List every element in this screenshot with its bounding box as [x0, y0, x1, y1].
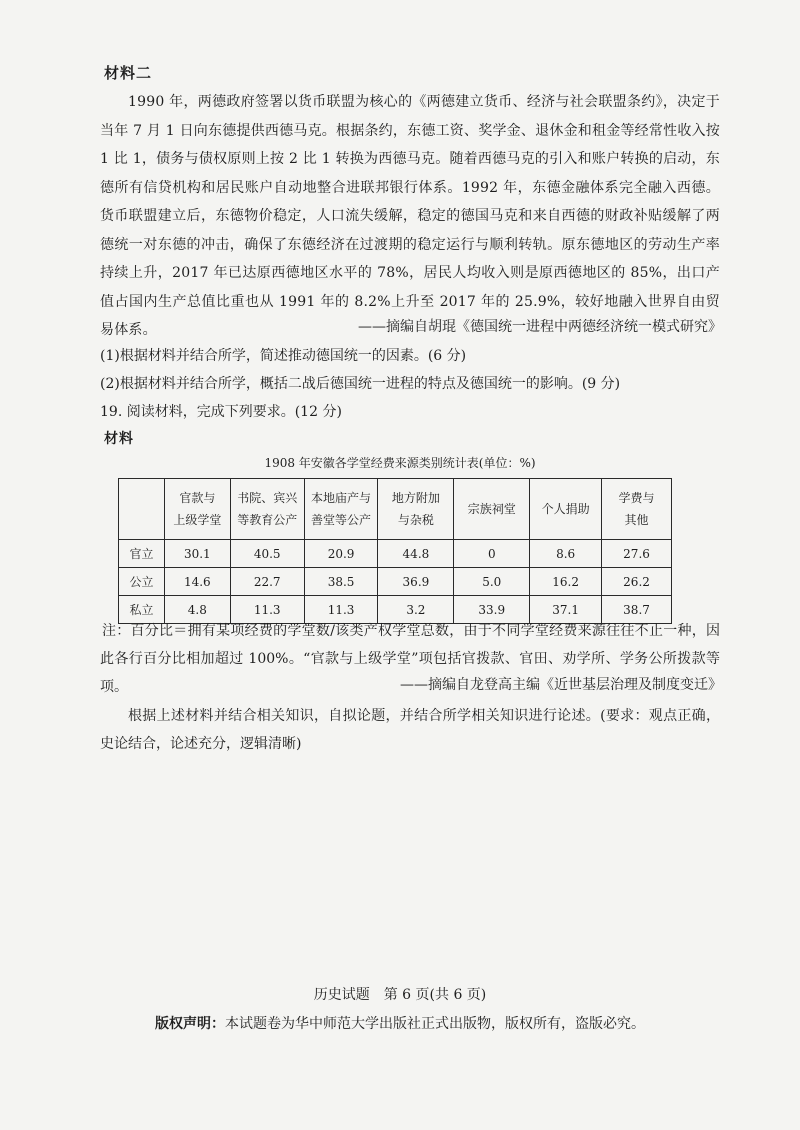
header-local-taxes: 地方附加 与杂税	[378, 479, 454, 540]
table-note: 注：百分比＝拥有某项经费的学堂数/该类产权学堂总数，由于不同学堂经费来源往往不止一种，因此各行百分比相加超过 100%。“官款与上级学堂”项包括官拨款、官田、劝学所、学务公所拨款等项。	[100, 623, 720, 695]
row-label: 私立	[119, 596, 165, 624]
material-two-paragraph: 1990 年，两德政府签署以货币联盟为核心的《两德建立货币、经济与社会联盟条约》，决定于当年 7 月 1 日向东德提供西德马克。根据条约，东德工资、奖学金、退休金和租金等经常性收入按 1 比 1，债务与债权原则上按 2 比 1 转换为西德马克。随着西德马克的引入和账户转换的启动，东德所有信贷机构和居民账户自动地整合进联邦银行体系。1992 年，东德金融体系完全融入西德。货币联盟建立后，东德物价稳定，人口流失缓解，稳定的德国马克和来自西德的财政补贴缓解了两德统一对东德的冲击，确保了东德经济在过渡期的稳定运行与顺利转轨。原东德地区的劳动生产率持续上升，2017 年已达原西德地区水平的 78%，居民人均收入则是原西德地区的 85%，出口产值占国内生产总值比重也从 1991 年的 8.2%上升至 2017 年的 25.9%，较好地融入世界自由贸易体系。	[100, 94, 720, 338]
table-cell: 16.2	[530, 568, 602, 596]
header-tuition-other: 学费与 其他	[602, 479, 672, 540]
table-cell: 38.5	[304, 568, 378, 596]
table-cell: 11.3	[230, 596, 304, 624]
table-cell: 20.9	[304, 540, 378, 568]
header-official-funds: 官款与 上级学堂	[164, 479, 230, 540]
material-two-source: ——摘编自胡琨《德国统一进程中两德经济统一模式研究》	[358, 319, 722, 335]
header-clan-shrine: 宗族祠堂	[454, 479, 530, 540]
page-footer: 历史试题 第 6 页(共 6 页)	[313, 987, 487, 1003]
table-cell: 27.6	[602, 540, 672, 568]
header-temple-assets: 本地庙产与 善堂等公产	[304, 479, 378, 540]
table-title: 1908 年安徽各学堂经费来源类别统计表(单位：%)	[264, 456, 536, 470]
table-cell: 5.0	[454, 568, 530, 596]
funding-table	[118, 478, 672, 624]
table-cell: 11.3	[304, 596, 378, 624]
table-header-row	[119, 479, 672, 540]
copyright-label: 版权声明：	[155, 1016, 225, 1032]
table-cell: 26.2	[602, 568, 672, 596]
table-cell: 44.8	[378, 540, 454, 568]
table-cell: 38.7	[602, 596, 672, 624]
table-cell: 0	[454, 540, 530, 568]
table-cell: 22.7	[230, 568, 304, 596]
table-cell: 8.6	[530, 540, 602, 568]
table-row	[119, 568, 672, 596]
table-cell: 30.1	[164, 540, 230, 568]
question-1: (1)根据材料并结合所学，简述推动德国统一的因素。(6 分)	[100, 348, 467, 364]
table-row	[119, 540, 672, 568]
table-cell: 4.8	[164, 596, 230, 624]
row-label: 官立	[119, 540, 165, 568]
table-cell: 3.2	[378, 596, 454, 624]
question-2: (2)根据材料并结合所学，概括二战后德国统一进程的特点及德国统一的影响。(9 分)	[100, 376, 621, 392]
question-19-heading: 19. 阅读材料，完成下列要求。(12 分)	[100, 404, 342, 420]
table-cell: 40.5	[230, 540, 304, 568]
header-private-donation: 个人捐助	[530, 479, 602, 540]
row-label: 公立	[119, 568, 165, 596]
copyright-text: 本试题卷为华中师范大学出版社正式出版物，版权所有，盗版必究。	[225, 1016, 645, 1032]
header-academy-assets: 书院、宾兴 等教育公产	[230, 479, 304, 540]
material-label: 材料	[104, 431, 134, 447]
table-corner-cell	[119, 479, 165, 540]
table-cell: 36.9	[378, 568, 454, 596]
essay-prompt: 根据上述材料并结合相关知识，自拟论题，并结合所学相关知识进行论述。(要求：观点正确，史论结合，论述充分，逻辑清晰)	[100, 708, 720, 752]
copyright-notice	[0, 1013, 800, 1033]
table-cell: 14.6	[164, 568, 230, 596]
table-cell: 37.1	[530, 596, 602, 624]
table-source: ——摘编自龙登高主编《近世基层治理及制度变迁》	[400, 677, 722, 693]
table-cell: 33.9	[454, 596, 530, 624]
material-two-heading: 材料二	[104, 64, 153, 82]
